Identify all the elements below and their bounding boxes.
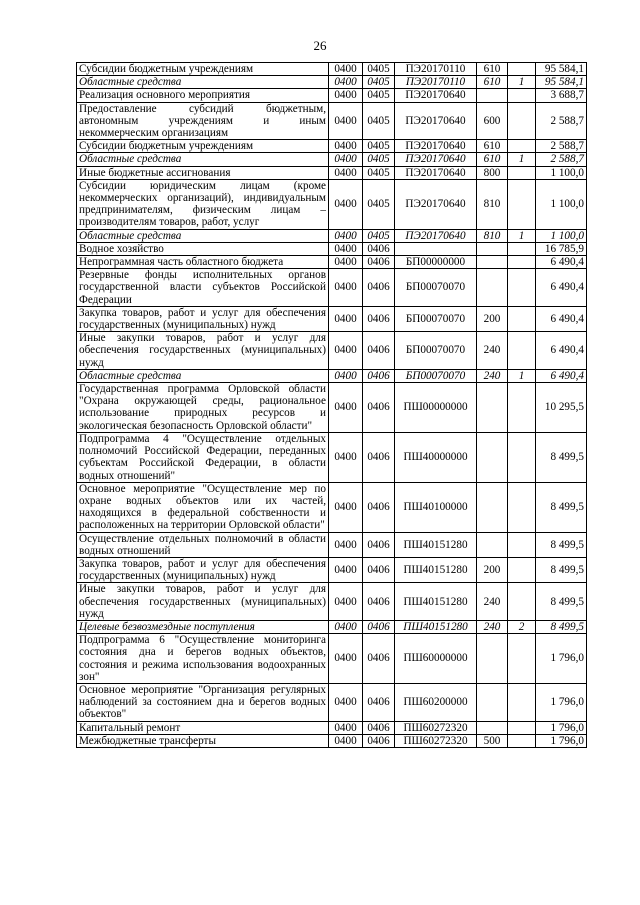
row-section: 0400 [329, 269, 363, 307]
row-funding-source [508, 269, 536, 307]
row-funding-source [508, 256, 536, 269]
row-sum: 95 584,1 [536, 63, 587, 76]
row-section: 0400 [329, 482, 363, 532]
row-section: 0400 [329, 432, 363, 482]
row-target-article [395, 242, 477, 255]
row-name: Иные закупки товаров, работ и услуг для обеспечения государственных (муниципальных) нужд [77, 583, 329, 621]
table-row [77, 721, 587, 734]
row-name: Целевые безвозмездные поступления [77, 620, 329, 633]
row-subsection: 0406 [363, 557, 395, 582]
row-name: Иные бюджетные ассигнования [77, 166, 329, 179]
row-target-article: ПШ60272320 [395, 721, 477, 734]
row-target-article: ПЭ20170640 [395, 179, 477, 229]
row-name: Областные средства [77, 153, 329, 166]
row-expense-type [477, 432, 508, 482]
budget-table [76, 62, 587, 748]
row-expense-type: 500 [477, 734, 508, 747]
table-row [77, 229, 587, 242]
row-section: 0400 [329, 102, 363, 140]
row-expense-type: 810 [477, 179, 508, 229]
row-subsection: 0406 [363, 332, 395, 370]
row-expense-type: 610 [477, 63, 508, 76]
row-name: Субсидии бюджетным учреждениям [77, 63, 329, 76]
row-sum: 2 588,7 [536, 153, 587, 166]
row-funding-source: 1 [508, 76, 536, 89]
row-expense-type: 610 [477, 140, 508, 153]
row-target-article: ПЭ20170640 [395, 102, 477, 140]
row-funding-source [508, 482, 536, 532]
row-sum: 6 490,4 [536, 306, 587, 331]
row-name: Основное мероприятие "Осуществление мер по охране водных объектов или их частей, находящихся в федеральной собственности и расположенных на территории Орловской области" [77, 482, 329, 532]
row-section: 0400 [329, 532, 363, 557]
row-section: 0400 [329, 369, 363, 382]
row-sum: 16 785,9 [536, 242, 587, 255]
row-section: 0400 [329, 683, 363, 721]
row-expense-type: 240 [477, 583, 508, 621]
row-funding-source [508, 557, 536, 582]
row-expense-type: 800 [477, 166, 508, 179]
table-row [77, 432, 587, 482]
row-sum: 1 100,0 [536, 166, 587, 179]
table-row [77, 482, 587, 532]
row-name: Иные закупки товаров, работ и услуг для обеспечения государственных (муниципальных) нужд [77, 332, 329, 370]
row-subsection: 0405 [363, 140, 395, 153]
row-section: 0400 [329, 557, 363, 582]
row-sum: 6 490,4 [536, 369, 587, 382]
row-section: 0400 [329, 179, 363, 229]
row-name: Водное хозяйство [77, 242, 329, 255]
row-sum: 6 490,4 [536, 332, 587, 370]
table-row [77, 89, 587, 102]
row-expense-type [477, 269, 508, 307]
row-expense-type: 240 [477, 620, 508, 633]
row-funding-source [508, 383, 536, 433]
row-target-article: ПЭ20170110 [395, 63, 477, 76]
row-section: 0400 [329, 734, 363, 747]
row-expense-type [477, 383, 508, 433]
row-funding-source [508, 432, 536, 482]
row-sum: 1 796,0 [536, 721, 587, 734]
row-expense-type: 810 [477, 229, 508, 242]
row-expense-type [477, 532, 508, 557]
row-name: Непрограммная часть областного бюджета [77, 256, 329, 269]
row-name: Субсидии юридическим лицам (кроме некоммерческих организаций), индивидуальным предпринимателям, физическим лицам – производителям товаров, работ, услуг [77, 179, 329, 229]
row-funding-source [508, 102, 536, 140]
row-target-article: ПЭ20170110 [395, 76, 477, 89]
row-sum: 1 796,0 [536, 683, 587, 721]
page-number: 26 [313, 38, 327, 53]
row-subsection: 0405 [363, 76, 395, 89]
table-row [77, 242, 587, 255]
row-target-article: ПЭ20170640 [395, 89, 477, 102]
row-sum: 1 100,0 [536, 229, 587, 242]
row-subsection: 0406 [363, 256, 395, 269]
row-name: Закупка товаров, работ и услуг для обеспечения государственных (муниципальных) нужд [77, 306, 329, 331]
row-section: 0400 [329, 634, 363, 684]
row-target-article: ПШ00000000 [395, 383, 477, 433]
row-target-article: ПШ40100000 [395, 482, 477, 532]
row-funding-source [508, 306, 536, 331]
row-funding-source [508, 721, 536, 734]
row-expense-type [477, 482, 508, 532]
row-section: 0400 [329, 620, 363, 633]
row-target-article: ПЭ20170640 [395, 166, 477, 179]
table-row [77, 140, 587, 153]
row-sum: 10 295,5 [536, 383, 587, 433]
row-target-article: ПЭ20170640 [395, 153, 477, 166]
row-funding-source: 1 [508, 229, 536, 242]
row-subsection: 0405 [363, 229, 395, 242]
row-subsection: 0406 [363, 369, 395, 382]
row-subsection: 0406 [363, 432, 395, 482]
row-funding-source [508, 140, 536, 153]
row-expense-type: 200 [477, 557, 508, 582]
row-name: Субсидии бюджетным учреждениям [77, 140, 329, 153]
row-sum: 3 688,7 [536, 89, 587, 102]
row-section: 0400 [329, 166, 363, 179]
row-subsection: 0406 [363, 269, 395, 307]
row-sum: 6 490,4 [536, 256, 587, 269]
row-funding-source [508, 179, 536, 229]
table-row [77, 734, 587, 747]
row-target-article: ПШ40151280 [395, 532, 477, 557]
table-row [77, 557, 587, 582]
row-expense-type: 610 [477, 76, 508, 89]
row-name: Реализация основного мероприятия [77, 89, 329, 102]
table-row [77, 369, 587, 382]
row-subsection: 0406 [363, 721, 395, 734]
row-section: 0400 [329, 229, 363, 242]
row-sum: 8 499,5 [536, 583, 587, 621]
row-expense-type: 610 [477, 153, 508, 166]
row-subsection: 0406 [363, 482, 395, 532]
row-section: 0400 [329, 332, 363, 370]
table-row [77, 332, 587, 370]
row-funding-source [508, 242, 536, 255]
row-funding-source [508, 683, 536, 721]
row-sum: 8 499,5 [536, 432, 587, 482]
row-funding-source [508, 166, 536, 179]
row-name: Предоставление субсидий бюджетным, автономным учреждениям и иным некоммерческим организациям [77, 102, 329, 140]
row-expense-type: 240 [477, 332, 508, 370]
row-target-article: ПЭ20170640 [395, 229, 477, 242]
table-row [77, 532, 587, 557]
table-row [77, 102, 587, 140]
table-row [77, 634, 587, 684]
row-sum: 6 490,4 [536, 269, 587, 307]
row-expense-type: 200 [477, 306, 508, 331]
row-name: Закупка товаров, работ и услуг для обеспечения государственных (муниципальных) нужд [77, 557, 329, 582]
row-funding-source: 1 [508, 369, 536, 382]
row-section: 0400 [329, 242, 363, 255]
row-target-article: БП00070070 [395, 332, 477, 370]
row-expense-type [477, 683, 508, 721]
table-row [77, 383, 587, 433]
row-funding-source [508, 734, 536, 747]
row-target-article: БП00070070 [395, 369, 477, 382]
row-subsection: 0405 [363, 89, 395, 102]
row-funding-source [508, 583, 536, 621]
row-section: 0400 [329, 583, 363, 621]
row-name: Резервные фонды исполнительных органов государственной власти субъектов Российской Федерации [77, 269, 329, 307]
row-subsection: 0405 [363, 153, 395, 166]
row-subsection: 0405 [363, 63, 395, 76]
row-subsection: 0406 [363, 734, 395, 747]
row-name: Подпрограмма 6 "Осуществление мониторинга состояния дна и берегов водных объектов, состояния и режима использования водоохранных зон" [77, 634, 329, 684]
row-name: Подпрограмма 4 "Осуществление отдельных полномочий Российской Федерации, переданных субъектам Российской Федерации, в области водных отношений" [77, 432, 329, 482]
row-subsection: 0405 [363, 179, 395, 229]
row-subsection: 0406 [363, 242, 395, 255]
row-target-article: БП00070070 [395, 306, 477, 331]
row-subsection: 0406 [363, 383, 395, 433]
row-target-article: ПШ60200000 [395, 683, 477, 721]
table-row [77, 683, 587, 721]
row-sum: 8 499,5 [536, 620, 587, 633]
row-funding-source: 2 [508, 620, 536, 633]
row-name: Капитальный ремонт [77, 721, 329, 734]
row-target-article: ПШ60000000 [395, 634, 477, 684]
table-row [77, 76, 587, 89]
row-sum: 95 584,1 [536, 76, 587, 89]
row-subsection: 0406 [363, 683, 395, 721]
row-funding-source: 1 [508, 153, 536, 166]
row-section: 0400 [329, 76, 363, 89]
row-funding-source [508, 634, 536, 684]
table-row [77, 166, 587, 179]
row-name: Областные средства [77, 76, 329, 89]
row-sum: 8 499,5 [536, 557, 587, 582]
row-target-article: ПШ40151280 [395, 620, 477, 633]
table-row [77, 306, 587, 331]
row-section: 0400 [329, 306, 363, 331]
row-section: 0400 [329, 721, 363, 734]
row-subsection: 0406 [363, 532, 395, 557]
table-row [77, 269, 587, 307]
row-sum: 1 796,0 [536, 634, 587, 684]
row-expense-type [477, 89, 508, 102]
row-sum: 2 588,7 [536, 102, 587, 140]
row-expense-type [477, 634, 508, 684]
row-sum: 2 588,7 [536, 140, 587, 153]
row-funding-source [508, 63, 536, 76]
table-row [77, 256, 587, 269]
table-row [77, 63, 587, 76]
row-expense-type [477, 721, 508, 734]
row-sum: 1 100,0 [536, 179, 587, 229]
table-body [77, 63, 587, 748]
row-section: 0400 [329, 256, 363, 269]
row-name: Областные средства [77, 229, 329, 242]
row-sum: 8 499,5 [536, 482, 587, 532]
row-section: 0400 [329, 63, 363, 76]
row-target-article: БП00070070 [395, 269, 477, 307]
table-row [77, 620, 587, 633]
row-section: 0400 [329, 89, 363, 102]
row-sum: 1 796,0 [536, 734, 587, 747]
row-target-article: ПШ40151280 [395, 557, 477, 582]
row-subsection: 0406 [363, 634, 395, 684]
row-expense-type: 240 [477, 369, 508, 382]
row-subsection: 0406 [363, 583, 395, 621]
row-funding-source [508, 332, 536, 370]
row-funding-source [508, 89, 536, 102]
row-target-article: ПШ40000000 [395, 432, 477, 482]
row-name: Осуществление отдельных полномочий в области водных отношений [77, 532, 329, 557]
row-target-article: ПШ40151280 [395, 583, 477, 621]
row-expense-type [477, 242, 508, 255]
row-section: 0400 [329, 153, 363, 166]
row-expense-type: 600 [477, 102, 508, 140]
table-row [77, 153, 587, 166]
row-name: Межбюджетные трансферты [77, 734, 329, 747]
row-target-article: ПШ60272320 [395, 734, 477, 747]
row-name: Областные средства [77, 369, 329, 382]
row-expense-type [477, 256, 508, 269]
row-funding-source [508, 532, 536, 557]
row-subsection: 0406 [363, 620, 395, 633]
row-sum: 8 499,5 [536, 532, 587, 557]
row-name: Государственная программа Орловской области "Охрана окружающей среды, рациональное использование природных ресурсов и экологическая безопасность Орловской области" [77, 383, 329, 433]
row-target-article: ПЭ20170640 [395, 140, 477, 153]
row-subsection: 0405 [363, 102, 395, 140]
table-row [77, 583, 587, 621]
row-name: Основное мероприятие "Организация регулярных наблюдений за состоянием дна и берегов водных объектов" [77, 683, 329, 721]
row-section: 0400 [329, 140, 363, 153]
row-target-article: БП00000000 [395, 256, 477, 269]
row-subsection: 0405 [363, 166, 395, 179]
row-section: 0400 [329, 383, 363, 433]
table-row [77, 179, 587, 229]
row-subsection: 0406 [363, 306, 395, 331]
